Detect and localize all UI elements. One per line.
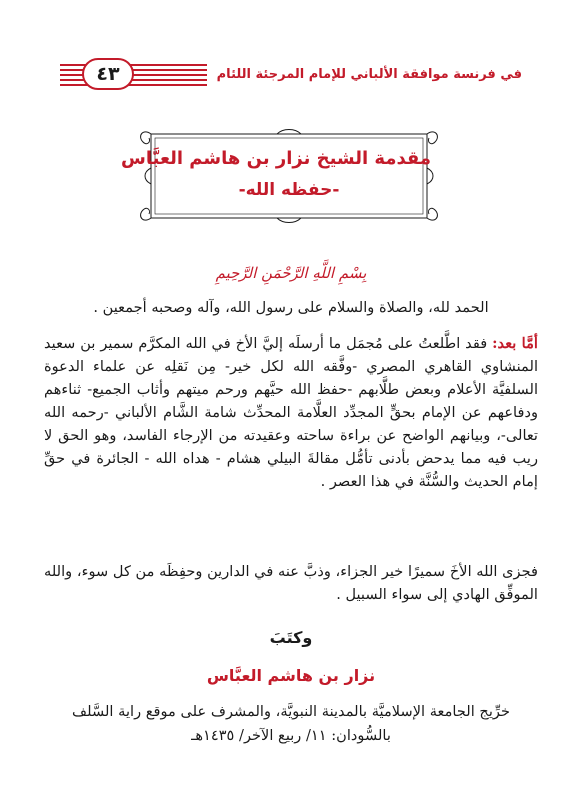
paragraph-main [44,332,538,493]
title-frame [121,128,441,224]
paragraph-praise: الحمد لله، والصلاة والسلام على رسول الله، وآله وصحبه أجمعين . [93,299,489,316]
paragraph-main-text: فقد اطَّلعتُ على مُجمَل ما أرسلَه إليَّ الأخ في الله المكرَّم سمير بن سعيد المنشاوي القاهري المصري -وفَّقه الله لكل خير- مِن نَقلِه عن علماء الدعوة السلفيَّة الأعلام وبعض طلَّابهم -حفظ الله حيَّهم ورحم ميتهم وأثاب الجميع- ثناءهم ودفاعهم عن الإمام بحقٍّ المجدِّد العلَّامة المحدِّث شامة الشَّام الألباني -رحمه الله تعالى-، وبيانهم الواضح عن براءة ساحته وعقيدته من الإرجاء الفاسد، وهو الحق لا ريب فيه مما يدحض بأدنى تأمُّل مقالةَ البيلي هشام - هداه الله - الجائرة في حقِّ إمام الحديث والسُّنَّة في هذا العصر . [44,335,538,490]
signature-description-line1: خرِّيج الجامعة الإسلاميَّة بالمدينة النبويَّة، والمشرف على موقع راية السَّلف [72,703,510,720]
signature-name: نزار بن هاشم العبَّاس [206,666,376,685]
running-header-title: في فرنسة موافقة الألباني للإمام المرجئة اللئام [207,60,522,90]
basmala: بِسْمِ اللَّهِ الرَّحْمَنِ الرَّحِيمِ [215,264,367,282]
preface-subtitle: -حفظه الله- [238,180,340,200]
paragraph-lead: أمَّا بعد: [492,335,538,352]
page-number: ٤٣ [96,63,120,85]
page-header [60,58,522,92]
paragraph-closing: فجزى الله الأخَ سميرًا خير الجزاء، وذبَّ عنه في الدارين وحفِظَه من كل سوء، والله الموفِّق الهادي إلى سواء السبيل . [44,563,538,603]
ornamental-frame-icon [121,128,441,224]
signature-date-line: بالسُّودان: ١١/ ربيع الآخر/ ١٤٣٥هـ [191,727,391,744]
signature-description [36,700,546,748]
preface-title: مقدمة الشيخ نزار بن هاشم العبَّاس [121,148,431,169]
signature-wrote: وكتَبَ [269,628,313,647]
page-number-badge [82,58,134,90]
